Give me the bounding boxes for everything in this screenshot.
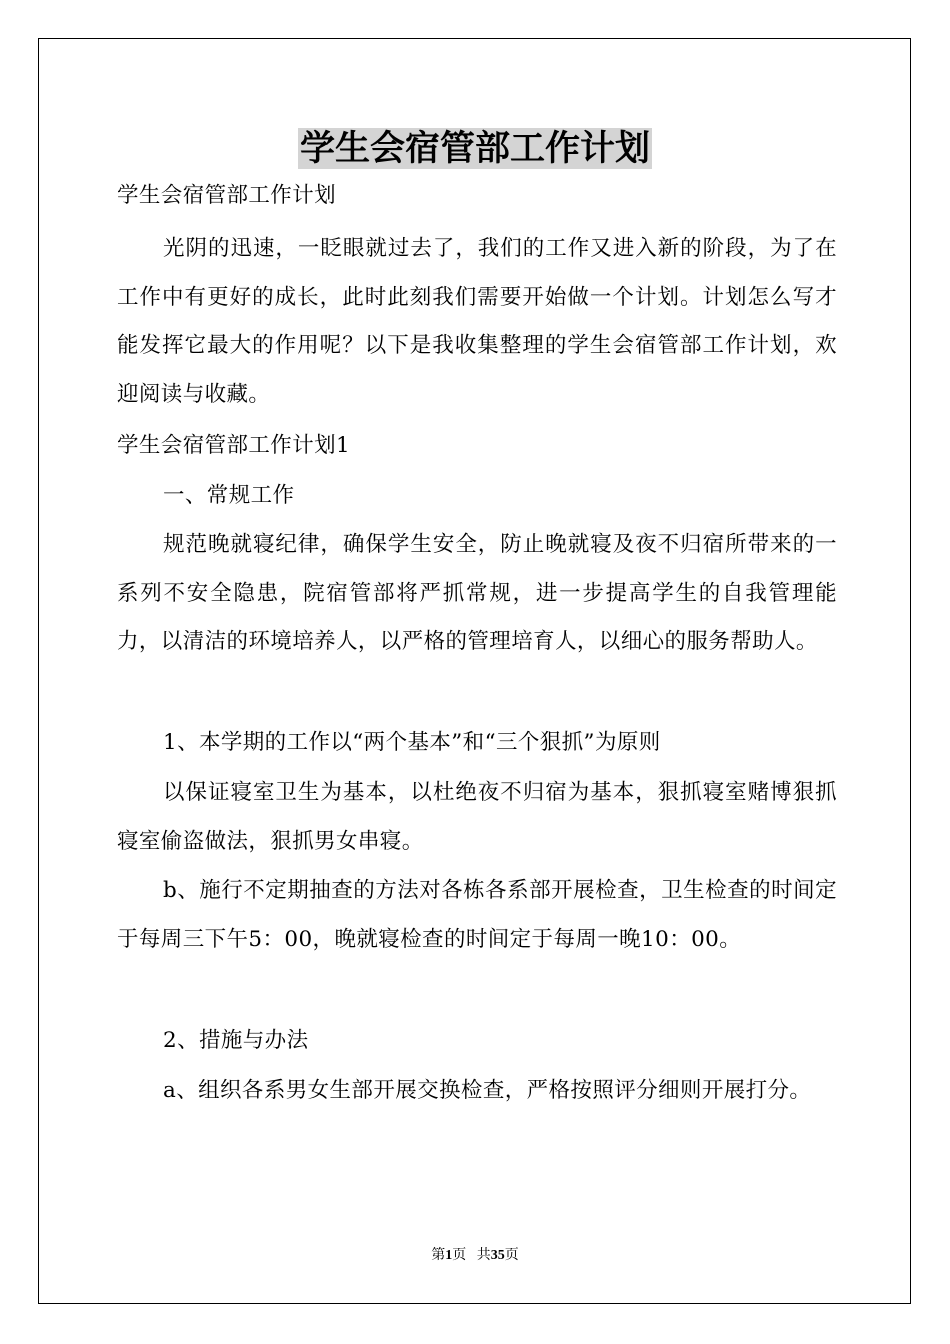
inspection-paragraph: b、施行不定期抽查的方法对各栋各系部开展检查，卫生检查的时间定于每周三下午5：00，晚就寝检查的时间定于每周一晚10：00。 <box>117 878 837 952</box>
principle-heading: 1、本学期的工作以“两个基本”和“三个狠抓”为原则 <box>163 730 661 755</box>
measures-paragraph: a、组织各系男女生部开展交换检查，严格按照评分细则开展打分。 <box>163 1078 812 1103</box>
subtitle-paragraph: 学生会宿管部工作计划 <box>117 183 337 208</box>
section-heading-plan-1: 学生会宿管部工作计划1 <box>117 433 351 458</box>
total-pages: 35 <box>490 1248 505 1263</box>
page-number: 1 <box>445 1248 453 1263</box>
page-suffix: 页 <box>452 1248 467 1263</box>
page-prefix: 第 <box>431 1248 446 1263</box>
heading-routine-work: 一、常规工作 <box>163 483 295 508</box>
intro-paragraph: 光阴的迅速，一眨眼就过去了，我们的工作又进入新的阶段，为了在工作中有更好的成长，此时此刻我们需要开始做一个计划。计划怎么写才能发挥它最大的作用呢？以下是我收集整理的学生会宿管部工作计划，欢迎阅读与收藏。 <box>117 236 837 407</box>
measures-heading: 2、措施与办法 <box>163 1028 309 1053</box>
document-title-text: 学生会宿管部工作计划 <box>299 128 650 169</box>
document-title <box>0 124 950 174</box>
page-footer <box>0 1246 950 1266</box>
routine-work-paragraph: 规范晚就寝纪律，确保学生安全，防止晚就寝及夜不归宿所带来的一系列不安全隐患，院宿管部将严抓常规，进一步提高学生的自我管理能力，以清洁的环境培养人，以严格的管理培育人，以细心的服务帮助人。 <box>117 532 837 654</box>
total-prefix: 共 <box>476 1248 491 1263</box>
total-suffix: 页 <box>504 1248 519 1263</box>
principle-paragraph: 以保证寝室卫生为基本，以杜绝夜不归宿为基本，狠抓寝室赌博狠抓寝室偷盗做法，狠抓男女串寝。 <box>117 780 837 854</box>
